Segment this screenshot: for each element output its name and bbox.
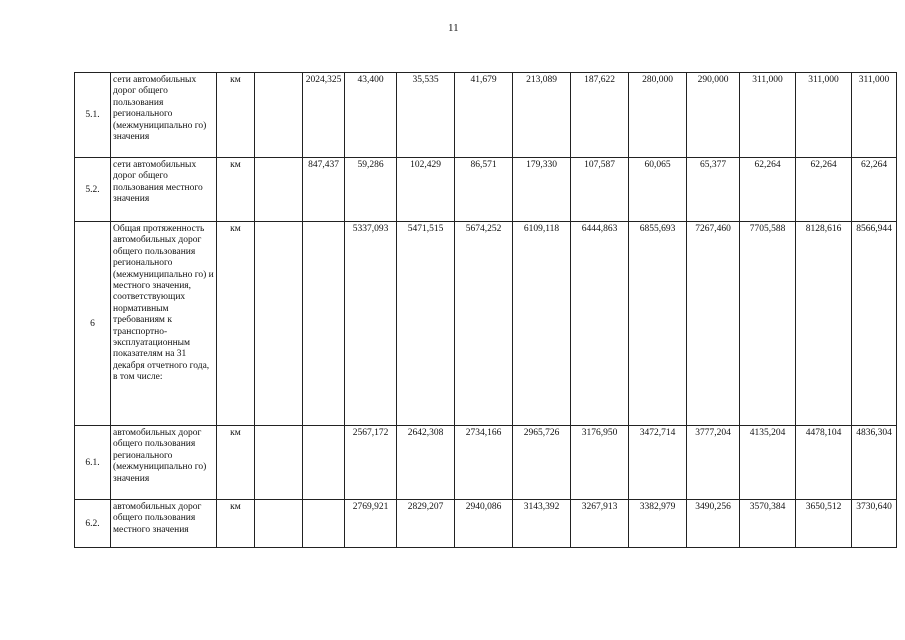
value-cell: 6109,118 (513, 222, 571, 426)
value-cell: 311,000 (852, 73, 897, 158)
value-cell: 311,000 (740, 73, 796, 158)
unit-cell: км (217, 73, 255, 158)
page-number: 11 (448, 22, 459, 34)
unit-cell: км (217, 500, 255, 548)
value-cell: 5337,093 (345, 222, 397, 426)
value-cell: 86,571 (455, 158, 513, 222)
table-row (75, 158, 897, 222)
value-cell: 847,437 (303, 158, 345, 222)
value-cell (255, 158, 303, 222)
value-cell: 7705,588 (740, 222, 796, 426)
value-cell: 3472,714 (629, 426, 687, 500)
value-cell: 5674,252 (455, 222, 513, 426)
value-cell: 65,377 (687, 158, 740, 222)
row-number-cell: 6 (75, 222, 111, 426)
value-cell: 62,264 (740, 158, 796, 222)
indicator-name-cell: Общая протяженность автомобильных дорог общего пользования регионального (межмуниципально го) и местного значения, соответствующих нормативным требованиям к транспортно-эксплуатационным показателям на 31 декабря отчетного года, в том числе: (111, 222, 217, 426)
unit-cell: км (217, 158, 255, 222)
value-cell: 311,000 (796, 73, 852, 158)
value-cell: 2024,325 (303, 73, 345, 158)
value-cell: 43,400 (345, 73, 397, 158)
row-number-cell: 6.1. (75, 426, 111, 500)
indicator-table (74, 72, 897, 548)
value-cell: 2642,308 (397, 426, 455, 500)
value-cell: 3382,979 (629, 500, 687, 548)
value-cell: 213,089 (513, 73, 571, 158)
value-cell: 3730,640 (852, 500, 897, 548)
value-cell: 62,264 (852, 158, 897, 222)
unit-cell: км (217, 426, 255, 500)
value-cell: 60,065 (629, 158, 687, 222)
indicator-name-cell: автомобильных дорог общего пользования местного значения (111, 500, 217, 548)
value-cell: 179,330 (513, 158, 571, 222)
value-cell: 5471,515 (397, 222, 455, 426)
indicator-name-cell: сети автомобильных дорог общего пользования регионального (межмуниципально го) значения (111, 73, 217, 158)
row-number-cell: 5.2. (75, 158, 111, 222)
value-cell: 4478,104 (796, 426, 852, 500)
value-cell: 35,535 (397, 73, 455, 158)
value-cell: 102,429 (397, 158, 455, 222)
value-cell (303, 222, 345, 426)
value-cell: 2965,726 (513, 426, 571, 500)
value-cell: 3267,913 (571, 500, 629, 548)
unit-cell: км (217, 222, 255, 426)
value-cell: 41,679 (455, 73, 513, 158)
value-cell: 2940,086 (455, 500, 513, 548)
row-number-cell: 5.1. (75, 73, 111, 158)
value-cell (255, 73, 303, 158)
value-cell: 3777,204 (687, 426, 740, 500)
value-cell: 2567,172 (345, 426, 397, 500)
table-row (75, 222, 897, 426)
value-cell: 62,264 (796, 158, 852, 222)
value-cell: 187,622 (571, 73, 629, 158)
value-cell: 8566,944 (852, 222, 897, 426)
value-cell: 290,000 (687, 73, 740, 158)
value-cell: 8128,616 (796, 222, 852, 426)
value-cell (255, 222, 303, 426)
value-cell: 107,587 (571, 158, 629, 222)
value-cell: 3490,256 (687, 500, 740, 548)
value-cell: 3570,384 (740, 500, 796, 548)
value-cell: 4836,304 (852, 426, 897, 500)
value-cell: 3143,392 (513, 500, 571, 548)
indicator-name-cell: сети автомобильных дорог общего пользования местного значения (111, 158, 217, 222)
table-row (75, 426, 897, 500)
value-cell: 4135,204 (740, 426, 796, 500)
value-cell: 2829,207 (397, 500, 455, 548)
value-cell: 3650,512 (796, 500, 852, 548)
value-cell: 2734,166 (455, 426, 513, 500)
table-row (75, 500, 897, 548)
value-cell: 3176,950 (571, 426, 629, 500)
value-cell: 59,286 (345, 158, 397, 222)
value-cell (255, 500, 303, 548)
value-cell (255, 426, 303, 500)
value-cell: 280,000 (629, 73, 687, 158)
row-number-cell: 6.2. (75, 500, 111, 548)
value-cell (303, 500, 345, 548)
table-row (75, 73, 897, 158)
value-cell: 2769,921 (345, 500, 397, 548)
value-cell: 6444,863 (571, 222, 629, 426)
indicator-name-cell: автомобильных дорог общего пользования регионального (межмуниципально го) значения (111, 426, 217, 500)
value-cell: 7267,460 (687, 222, 740, 426)
value-cell (303, 426, 345, 500)
value-cell: 6855,693 (629, 222, 687, 426)
